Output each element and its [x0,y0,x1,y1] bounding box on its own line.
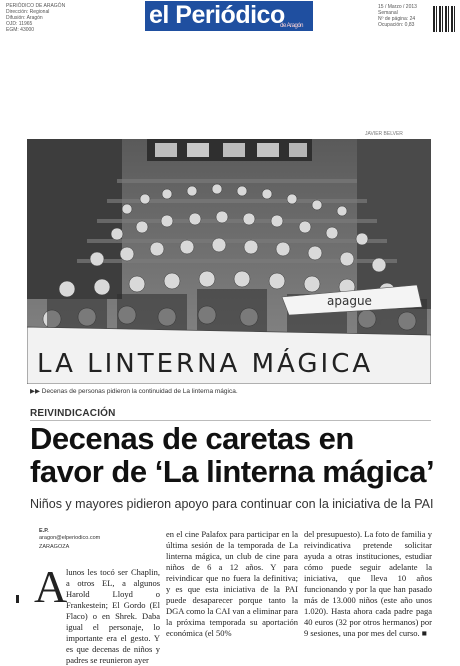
section-label: REIVINDICACIÓN [30,408,116,419]
article-photo [27,139,431,384]
body-column-1: lunos les tocó ser Chaplin, a otros EL, a algunos Harold Lloyd o Frankestein; El Gordo (El Flaco) o en Shrek. Daba igual el personaje, lo importante era el gesto. Y es que decenas de niños y padres se reunieron ayer [66,567,160,665]
masthead-subtitle: de Aragón [280,23,303,29]
body-column-3: del presupuesto). La foto de familia y reivindicativa pretende solicitar ayuda a otras instituciones, estudiar cómo puede seguir adelante la iniciativa, que lleva 10 años funcionando y por la que han pasado más de 13.000 niños (este año unos 1.020). Hasta ahora cada padre paga 40 euros (32 por otros hermanos) por 9 sesiones, una por mes del curso. ■ [304,529,432,638]
byline-author: E.P. [39,528,49,534]
drop-cap: A [34,561,68,612]
banner-main-text: LA LINTERNA MÁGICA [37,349,374,379]
article-subhead: Niños y mayores pidieron apoyo para continuar con la iniciativa de la PAI [30,497,434,511]
issue-info-line: Semanal [378,10,398,16]
crowd-photo-illustration [27,139,431,384]
publication-info [6,3,96,33]
byline-email: aragon@elperiodico.com [39,535,101,541]
masthead-logo [145,1,313,31]
photo-credit: JAVIER BELVER [365,131,403,137]
issue-info [378,4,432,28]
publication-info-line: Difusión: Aragón [6,15,43,21]
publication-info-line: EGM: 43000 [6,27,35,33]
issue-info-line: 15 / Marzo / 2013 [378,4,417,10]
publication-info-line: Dirección: Regional [6,9,50,15]
banner-top-text: apague [327,294,372,308]
publication-info-line: OJD: 11965 [6,21,33,27]
byline [39,528,100,551]
masthead-title: el Periódico [149,1,285,29]
margin-mark [16,595,19,603]
issue-info-line: Ocupación: 0,83 [378,22,415,28]
barcode-icon [433,6,455,32]
article-headline [30,422,440,488]
byline-city: ZARAGOZA [39,544,70,550]
body-column-2: en el cine Palafox para participar en la última sesión de la temporada de La linterna mágica, un club de cine para niños de 6 a 12 años. Y para reivindicar que no fuera la definitiva; y es que esta iniciativa de la PAI puede desaparecer porque tanto la DGA como la CAI van a eliminar para la próxima temporada su aportación económica (el 50% [166,529,298,638]
issue-info-line: Nº de página: 24 [378,16,416,22]
headline-line: Decenas de caretas en [30,421,354,456]
publication-info-line: PERIÓDICO DE ARAGÓN [6,3,66,9]
photo-caption: ▶▶ Decenas de personas pidieron la continuidad de La linterna mágica. [30,388,238,395]
headline-line: favor de ‘La linterna mágica’ [30,454,435,489]
